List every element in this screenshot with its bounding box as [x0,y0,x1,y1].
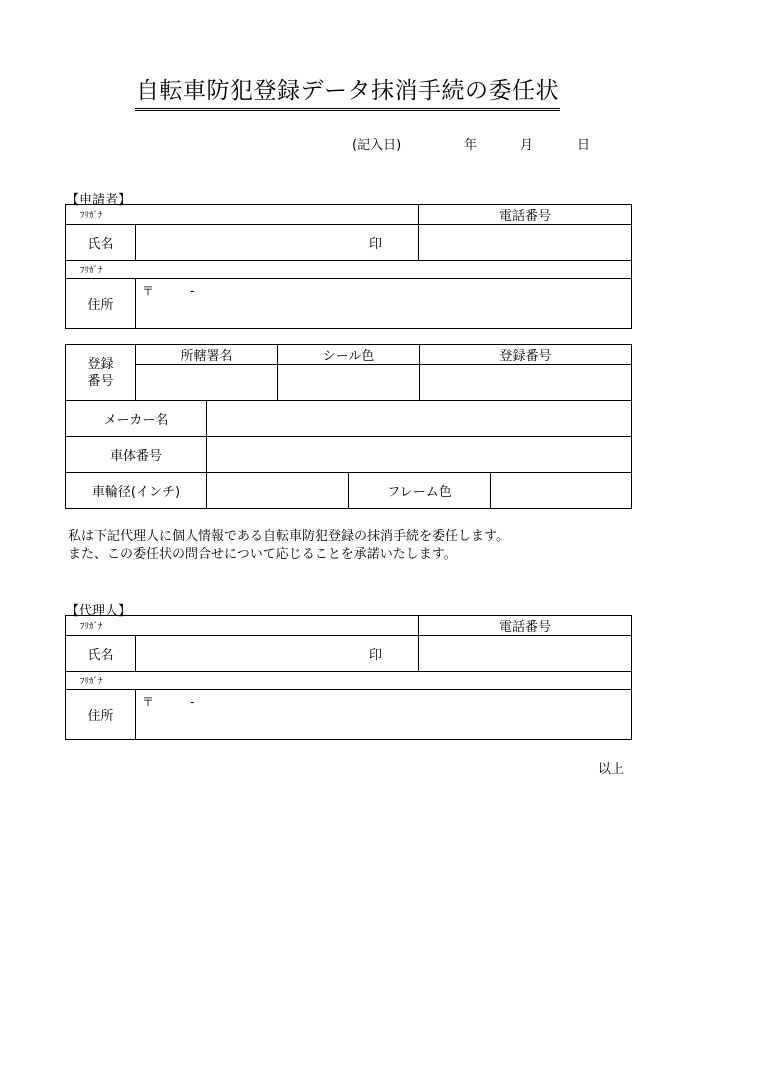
applicant-address-label: 住所 [66,279,136,329]
date-day: 日 [577,138,591,153]
agent-furigana-label: ﾌﾘｶﾞﾅ [66,616,419,636]
applicant-phone-label: 電話番号 [419,205,632,225]
agent-phone-field[interactable] [419,636,632,672]
agent-address-furigana-label: ﾌﾘｶﾞﾅ [66,672,632,690]
applicant-section-label: 【申請者】 [66,193,132,208]
office-field[interactable] [136,365,278,401]
date-month: 月 [520,138,534,153]
frame-color-field[interactable] [491,473,632,509]
applicant-name-field[interactable] [136,225,419,261]
agent-seal-mark: 印 [369,648,383,663]
agent-name-label: 氏名 [66,636,136,672]
agent-postal-mark: 〒 [142,695,155,709]
maker-field[interactable] [207,401,632,437]
applicant-furigana-label: ﾌﾘｶﾞﾅ [66,205,419,225]
applicant-address-furigana-label: ﾌﾘｶﾞﾅ [66,261,632,279]
agent-phone-label: 電話番号 [419,616,632,636]
date-year: 年 [464,138,478,153]
applicant-name-label: 氏名 [66,225,136,261]
agent-postal-dash: - [190,695,195,709]
registration-number-header: 登録番号 [420,345,632,365]
applicant-table [65,204,632,329]
date-label: (記入日) [352,138,402,153]
registration-number-label: 登録 番号 [66,345,136,401]
office-label: 所轄署名 [136,345,278,365]
applicant-postal-mark: 〒 [142,284,155,298]
agent-section-label: 【代理人】 [66,604,132,619]
seal-color-field[interactable] [278,365,420,401]
registration-table [65,344,632,509]
applicant-seal-mark: 印 [369,237,383,252]
statement-line-1: 私は下記代理人に個人情報である自転車防犯登録の抹消手続を委任します。 [68,529,509,544]
agent-name-field[interactable] [136,636,419,672]
delegation-statement [68,528,509,564]
registration-number-field[interactable] [420,365,632,401]
wheel-size-field[interactable] [207,473,349,509]
applicant-address-field[interactable] [136,279,632,329]
agent-table [65,615,632,740]
applicant-phone-field[interactable] [419,225,632,261]
statement-line-2: また、この委任状の問合せについて応じることを承諾いたします。 [68,547,457,562]
agent-address-label: 住所 [66,690,136,740]
wheel-size-label: 車輪径(インチ) [66,473,207,509]
seal-color-label: シール色 [278,345,420,365]
frame-color-label: フレーム色 [349,473,491,509]
agent-address-field[interactable] [136,690,632,740]
body-number-field[interactable] [207,437,632,473]
applicant-postal-dash: - [190,284,195,298]
body-number-label: 車体番号 [66,437,207,473]
document-title: 自転車防犯登録データ抹消手続の委任状 [135,74,560,111]
closing-text: 以上 [598,762,625,777]
maker-label: メーカー名 [66,401,207,437]
